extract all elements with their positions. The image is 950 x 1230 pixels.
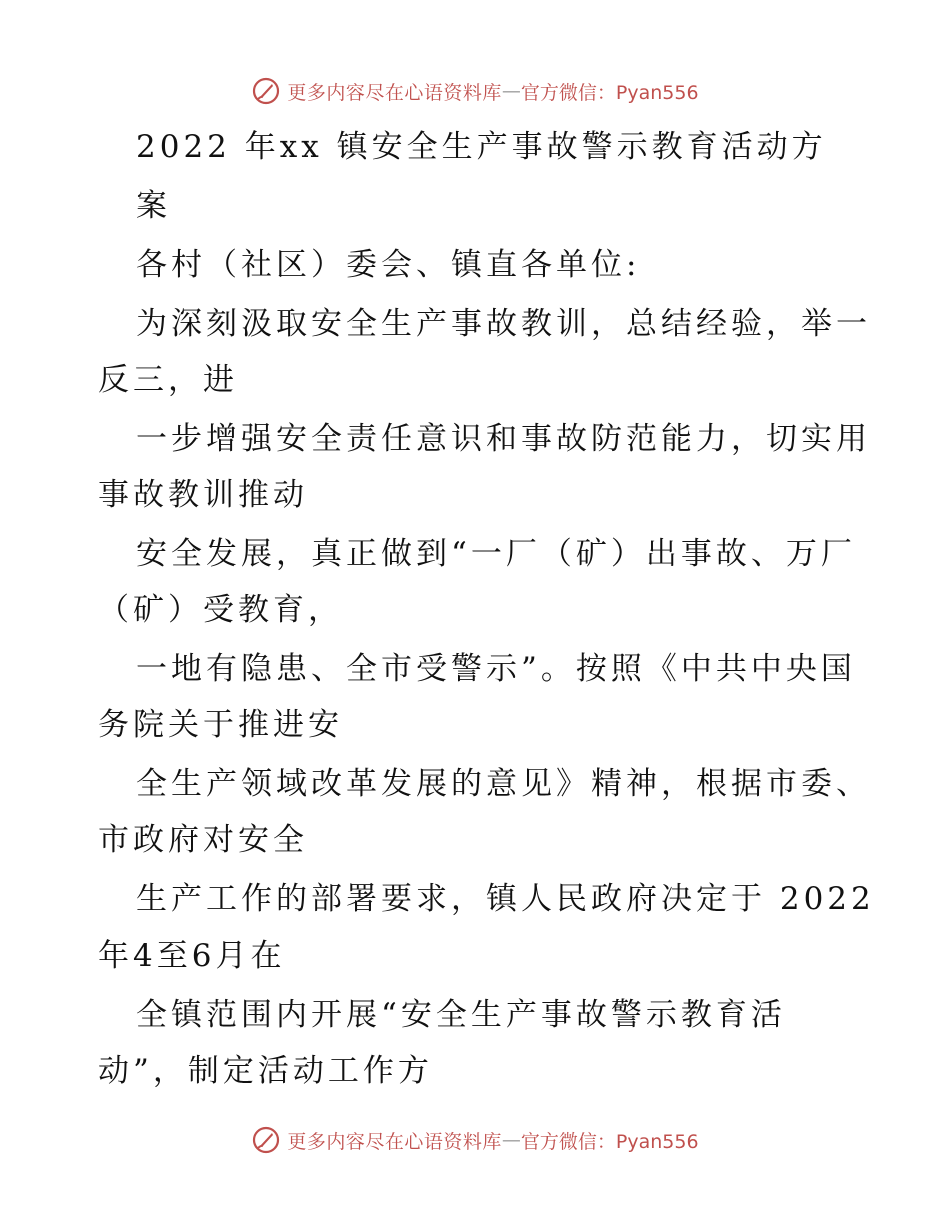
watermark-dash: — xyxy=(501,1129,521,1151)
watermark-text: 更多内容尽在心语资料库 xyxy=(287,81,502,104)
body-line: 全镇范围内开展“安全生产事故警示教育活 xyxy=(136,997,786,1033)
salutation-line: 各村（社区）委会、镇直各单位: xyxy=(136,247,641,283)
body-line: 生产工作的部署要求，镇人民政府决定于 2022 xyxy=(136,881,875,917)
body-line: 市政府对安全 xyxy=(98,822,308,858)
body-line: 一地有隐患、全市受警示”。按照《中共中央国 xyxy=(136,651,856,687)
body-line: 年4至6月在 xyxy=(98,938,286,974)
watermark-dash: — xyxy=(501,80,521,102)
watermark-text: 更多内容尽在心语资料库 xyxy=(287,1130,502,1153)
title-line-2: 案 xyxy=(136,188,171,224)
body-line: 全生产领域改革发展的意见》精神，根据市委、 xyxy=(136,766,871,802)
body-line: （矿）受教育， xyxy=(98,592,343,628)
watermark-contact: 官方微信：Pyan556 xyxy=(520,81,699,104)
body-line: 反三，进 xyxy=(98,362,238,398)
quill-logo-icon xyxy=(251,1125,281,1155)
body-line: 一步增强安全责任意识和事故防范能力，切实用 xyxy=(136,421,871,457)
title-line-1: 2022 年xx 镇安全生产事故警示教育活动方 xyxy=(136,129,827,165)
body-line: 事故教训推动 xyxy=(98,477,308,513)
body-line: 动”，制定活动工作方 xyxy=(98,1053,433,1089)
body-line: 为深刻汲取安全生产事故教训，总结经验，举一 xyxy=(136,306,871,342)
watermark-contact: 官方微信：Pyan556 xyxy=(520,1130,699,1153)
body-line: 务院关于推进安 xyxy=(98,707,343,743)
watermark-footer xyxy=(0,1120,950,1160)
body-line: 安全发展，真正做到“一厂（矿）出事故、万厂 xyxy=(136,536,856,572)
